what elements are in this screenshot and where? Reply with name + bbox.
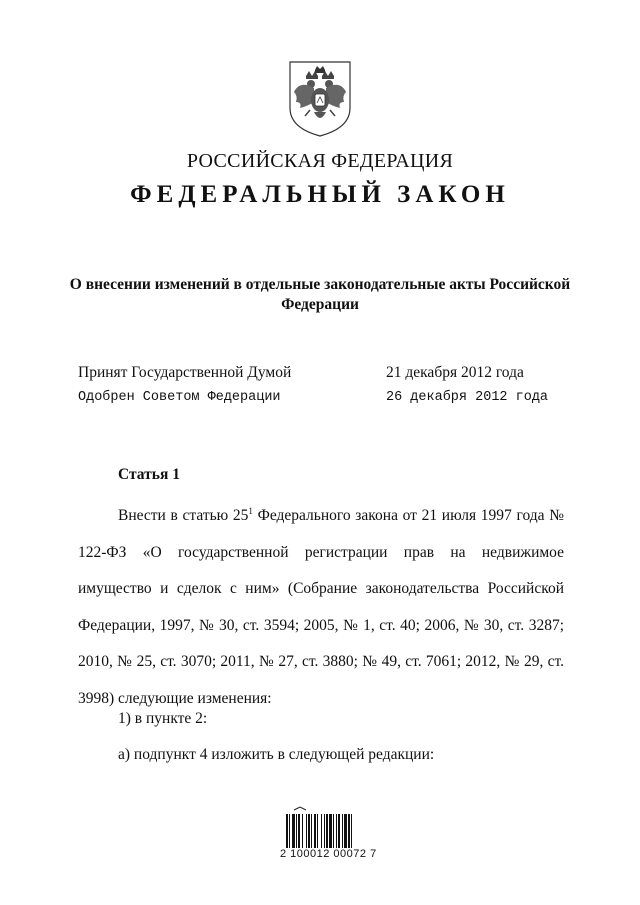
list-item: а) подпункт 4 изложить в следующей редакции: (118, 746, 435, 763)
article-heading: Статья 1 (118, 466, 180, 483)
barcode-number: 2 100012 00072 7 (280, 848, 377, 860)
adoption-label: Одобрен Советом Федерации (78, 390, 281, 405)
article-intro-paragraph (78, 498, 564, 717)
adoption-date: 26 декабря 2012 года (386, 390, 549, 405)
adoption-label: Принят Государственной Думой (78, 364, 292, 381)
superscript: 1 (248, 506, 253, 516)
document-type: ФЕДЕРАЛЬНЫЙ ЗАКОН (130, 181, 510, 208)
country-name: РОССИЙСКАЯ ФЕДЕРАЦИЯ (186, 150, 454, 172)
adoption-row-duma (78, 364, 558, 386)
intro-text-rest: Федерального закона от 21 июля 1997 года № 122-ФЗ «О государственной регистрации прав на недвижимое имущество и сделок с ним» (Собрание законодательства Российской Федерации, 1997, № 30, ст. 3594; 2005, № 1, ст. 40; 2006, № 30, ст. 3287; 2010, № 25, ст. 3070; 2011, № 27, ст. 3880; № 49, ст. 7061; 2012, № 29, ст. 3998) следующие изменения: (78, 507, 564, 707)
law-title: О внесении изменений в отдельные законодательные акты Российской Федерации (69, 276, 571, 313)
adoption-row-council (78, 390, 558, 412)
list-item: 1) в пункте 2: (118, 710, 208, 727)
state-emblem-icon (286, 58, 354, 138)
intro-text-start: Внести в статью 25 (118, 507, 249, 524)
adoption-date: 21 декабря 2012 года (386, 364, 524, 381)
